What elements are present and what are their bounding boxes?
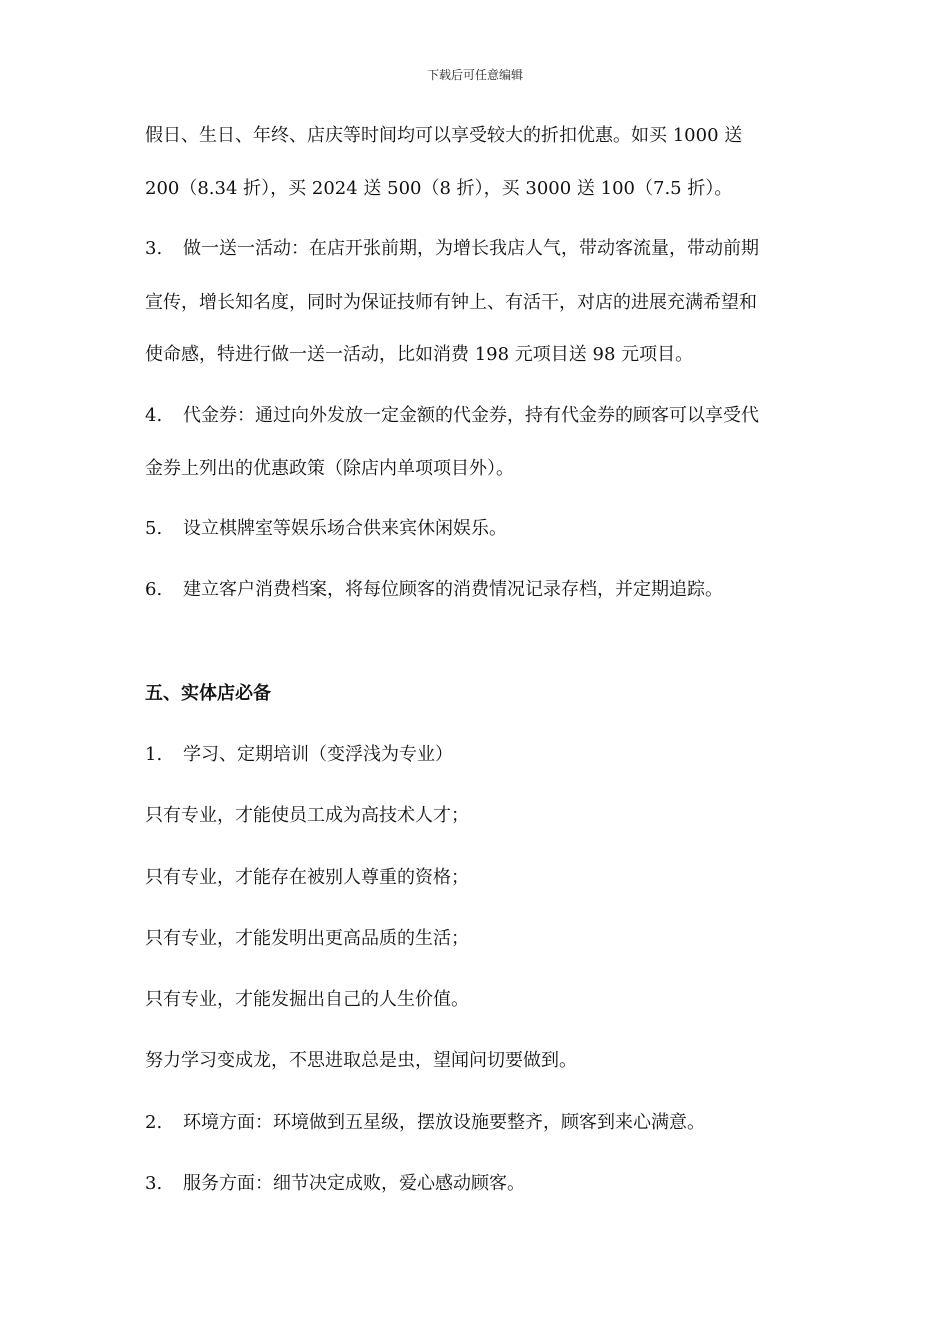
line-text: 代金券：通过向外发放一定金额的代金券，持有代金券的顾客可以享受代 — [183, 405, 759, 426]
list-item — [145, 237, 815, 261]
text-line — [145, 124, 815, 148]
line-text: 200（8.34 折），买 2024 送 500（8 折），买 3000 送 100（7.5 折）。 — [145, 178, 733, 199]
text-line — [145, 1049, 815, 1073]
page-header: 下载后可任意编辑 — [426, 68, 523, 82]
line-text: 假日、生日、年终、店庆等时间均可以享受较大的折扣优惠。如买 1000 送 — [145, 125, 743, 146]
line-text: 服务方面：细节决定成败，爱心感动顾客。 — [183, 1173, 525, 1194]
text-line — [145, 343, 815, 367]
line-text: 做一送一活动：在店开张前期，为增长我店人气，带动客流量，带动前期 — [183, 238, 759, 259]
text-line — [145, 804, 815, 828]
text-line — [145, 988, 815, 1012]
text-line — [145, 927, 815, 951]
line-text: 金券上列出的优惠政策（除店内单项项目外）。 — [145, 458, 514, 479]
text-line — [145, 177, 815, 201]
line-text: 只有专业，才能存在被别人尊重的资格； — [145, 867, 469, 888]
line-text: 建立客户消费档案，将每位顾客的消费情况记录存档，并定期追踪。 — [183, 579, 723, 600]
line-text: 使命感，特进行做一送一活动，比如消费 198 元项目送 98 元项目。 — [145, 344, 694, 365]
list-item — [145, 578, 815, 602]
list-item — [145, 404, 815, 428]
line-text: 环境方面：环境做到五星级，摆放设施要整齐，顾客到来心满意。 — [183, 1112, 705, 1133]
list-item — [145, 743, 815, 767]
line-text: 学习、定期培训（变浮浅为专业） — [183, 744, 453, 765]
list-item — [145, 1172, 815, 1196]
list-number: 6. — [145, 579, 163, 600]
list-number: 3. — [145, 238, 163, 259]
line-text: 设立棋牌室等娱乐场合供来宾休闲娱乐。 — [183, 518, 507, 539]
list-number: 2. — [145, 1112, 163, 1133]
list-item — [145, 517, 815, 541]
list-number: 4. — [145, 405, 163, 426]
line-text: 只有专业，才能使员工成为高技术人才； — [145, 805, 469, 826]
line-text: 宣传，增长知名度，同时为保证技师有钟上、有活干，对店的进展充满希望和 — [145, 292, 757, 313]
text-line — [145, 457, 815, 481]
list-number: 5. — [145, 518, 163, 539]
line-text: 努力学习变成龙，不思进取总是虫，望闻问切要做到。 — [145, 1050, 577, 1071]
list-number: 3. — [145, 1173, 163, 1194]
section-heading: 五、实体店必备 — [145, 683, 271, 704]
list-number: 1. — [145, 744, 163, 765]
list-item — [145, 1111, 815, 1135]
line-text: 只有专业，才能发明出更高品质的生活； — [145, 928, 469, 949]
line-text: 只有专业，才能发掘出自己的人生价值。 — [145, 989, 469, 1010]
text-line — [145, 866, 815, 890]
text-line — [145, 291, 815, 315]
